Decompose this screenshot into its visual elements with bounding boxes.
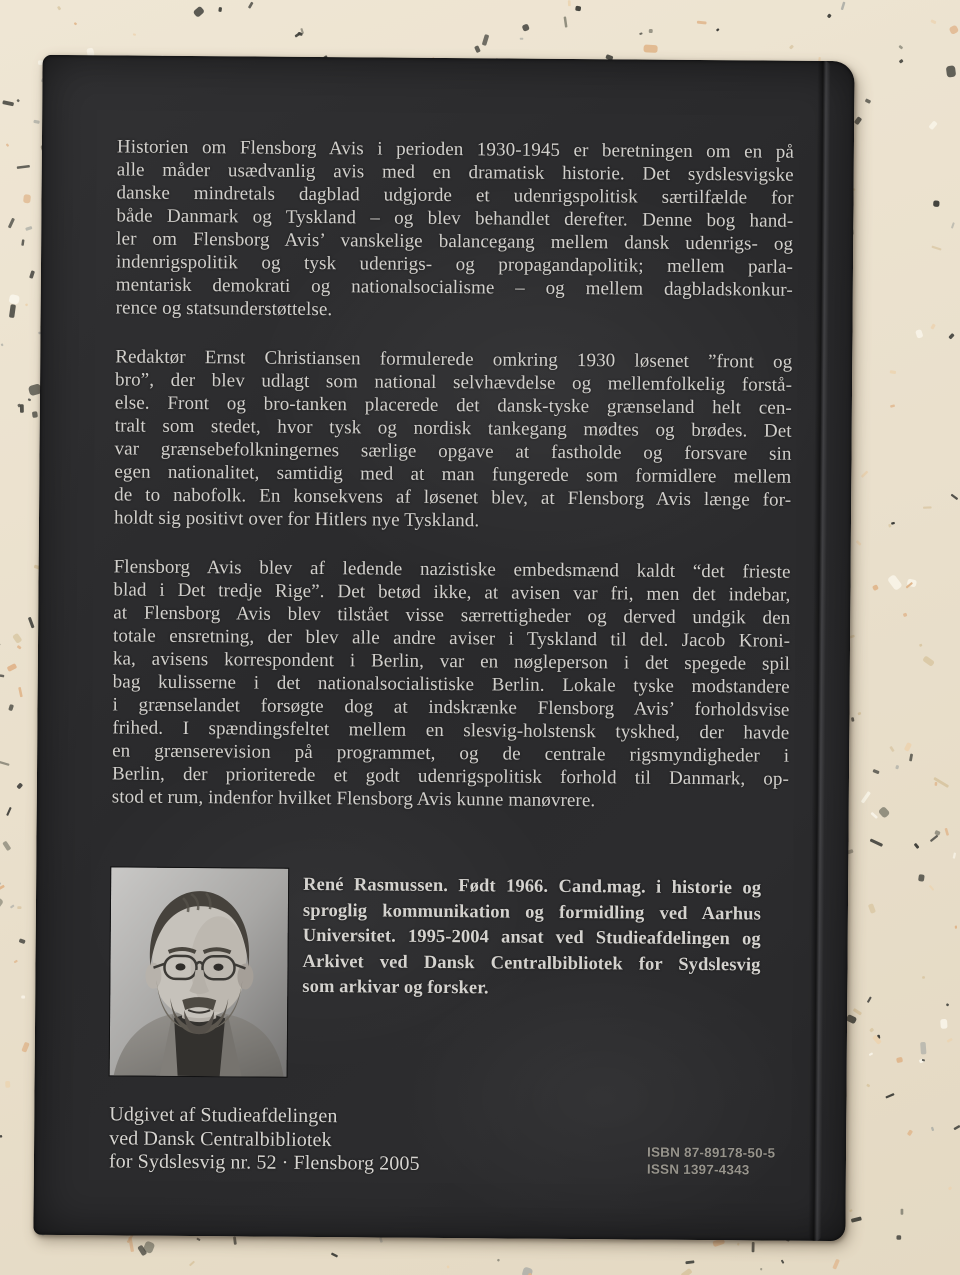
text-line: bro”, der blev udlagt som national selvhævdelse og mellemfolkelig forstå-	[115, 369, 793, 396]
text-line: indenrigspolitik og tysk udenrigs- og propagandapolitik; mellem parla-	[115, 251, 794, 278]
text-line: bag kulisserne i det nationalsocialistiske Berlin. Lokale tyske modstandere	[112, 671, 790, 698]
text-line: Universitet. 1995-2004 ansat ved Studieafdelingen og	[302, 925, 761, 950]
book-back-cover	[33, 55, 854, 1241]
publisher-info	[109, 1103, 420, 1176]
author-portrait-image	[110, 867, 289, 1076]
synopsis-paragraph-1	[116, 135, 794, 324]
text-line: holdt sig positivt over for Hitlers nye Tyskland.	[113, 507, 480, 532]
author-bio	[302, 873, 761, 1004]
text-line: egen nationalitet, samtidig med at man fungerede som formidlere mellem	[114, 461, 792, 488]
text-line: tralt som stedet, hvor tysk og nordisk tankegang mødtes og brødes. Det	[114, 415, 792, 442]
text-line: var grænsebefolkningernes særlige opgave at fastholde og forsvare sin	[114, 438, 792, 465]
text-line: Historien om Flensborg Avis i perioden 1930-1945 er beretningen om en på	[116, 136, 794, 163]
text-line: alle måder usædvanlig avis med en dramatisk historie. Det sydslesvigske	[116, 159, 794, 186]
text-line: at Flensborg Avis blev tilstået visse særrettigheder og derved undgik den	[113, 602, 791, 629]
identifiers-block	[647, 1144, 775, 1179]
text-line: som arkivar og forsker.	[302, 976, 489, 999]
text-line: Flensborg Avis blev af ledende nazistiske embedsmænd kaldt “det frieste	[113, 556, 791, 583]
text-line: både Danmark og Tyskland – og blev behandlet derefter. Denne bog hand-	[116, 205, 794, 232]
text-line: en grænserevision på programmet, og de centrale rigsmyndigheder i	[112, 740, 790, 767]
text-line: mentarisk demokrati og nationalsocialisme – og mellem dagbladskonkur-	[115, 274, 793, 301]
text-line: Udgivet af Studieafdelingen	[109, 1103, 338, 1128]
cover-text-block	[112, 135, 794, 839]
isbn-number: ISBN 87-89178-50-5	[646, 1144, 776, 1161]
text-line: stod et rum, indenfor hvilket Flensborg Avis kunne manøvrere.	[111, 786, 596, 812]
text-line: else. Front og bro-tanken placerede det dansk-tyske grænseland helt cen-	[114, 392, 792, 419]
text-line: de to nabofolk. En konsekvens af løsenet blev, at Flensborg Avis længe for-	[114, 484, 792, 511]
text-line: frihed. I spændingsfeltet mellem en slesvig-holstensk tyskhed, der havde	[112, 717, 790, 744]
text-line: Redaktør Ernst Christiansen formulerede omkring 1930 løsenet ”front og	[115, 346, 793, 373]
text-line: rence og statsunderstøttelse.	[115, 297, 333, 321]
author-photo	[110, 867, 289, 1076]
text-line: blad i Det tredje Rige”. Det betød ikke, at avisen var fri, men det indebar,	[113, 579, 791, 606]
text-line: ler om Flensborg Avis’ vanskelige balancegang mellem dansk udenrigs- og	[116, 228, 794, 255]
text-line: Arkivet ved Dansk Centralbibliotek for Sydslesvig	[302, 951, 761, 975]
text-line: sproglig kommunikation og formidling ved Aarhus	[302, 900, 761, 924]
synopsis-paragraph-2	[114, 345, 792, 534]
text-line: Berlin, der prioriterede et godt udenrigspolitisk forhold til Danmark, op-	[111, 763, 790, 790]
text-line: ved Dansk Centralbibliotek	[109, 1126, 332, 1151]
text-line: i grænselandet forsøgte dog at indskrænke Flensborg Avis’ forholdsvise	[112, 694, 790, 721]
text-line: ka, avisens korrespondent i Berlin, var en nøgleperson i det spegede spil	[112, 648, 790, 675]
issn-number: ISSN 1397-4343	[646, 1161, 750, 1178]
synopsis-paragraph-3	[112, 555, 791, 813]
spine-hinge-groove	[808, 61, 830, 1241]
text-line: René Rasmussen. Født 1966. Cand.mag. i historie og	[303, 874, 762, 899]
text-line: totale ensretning, der blev alle andre aviser i Tyskland til del. Jacob Kroni-	[113, 625, 791, 652]
text-line: for Sydslesvig nr. 52 · Flensborg 2005	[108, 1150, 420, 1175]
text-line: danske mindretals dagblad udgjorde et udenrigspolitisk særtilfælde for	[116, 182, 794, 209]
